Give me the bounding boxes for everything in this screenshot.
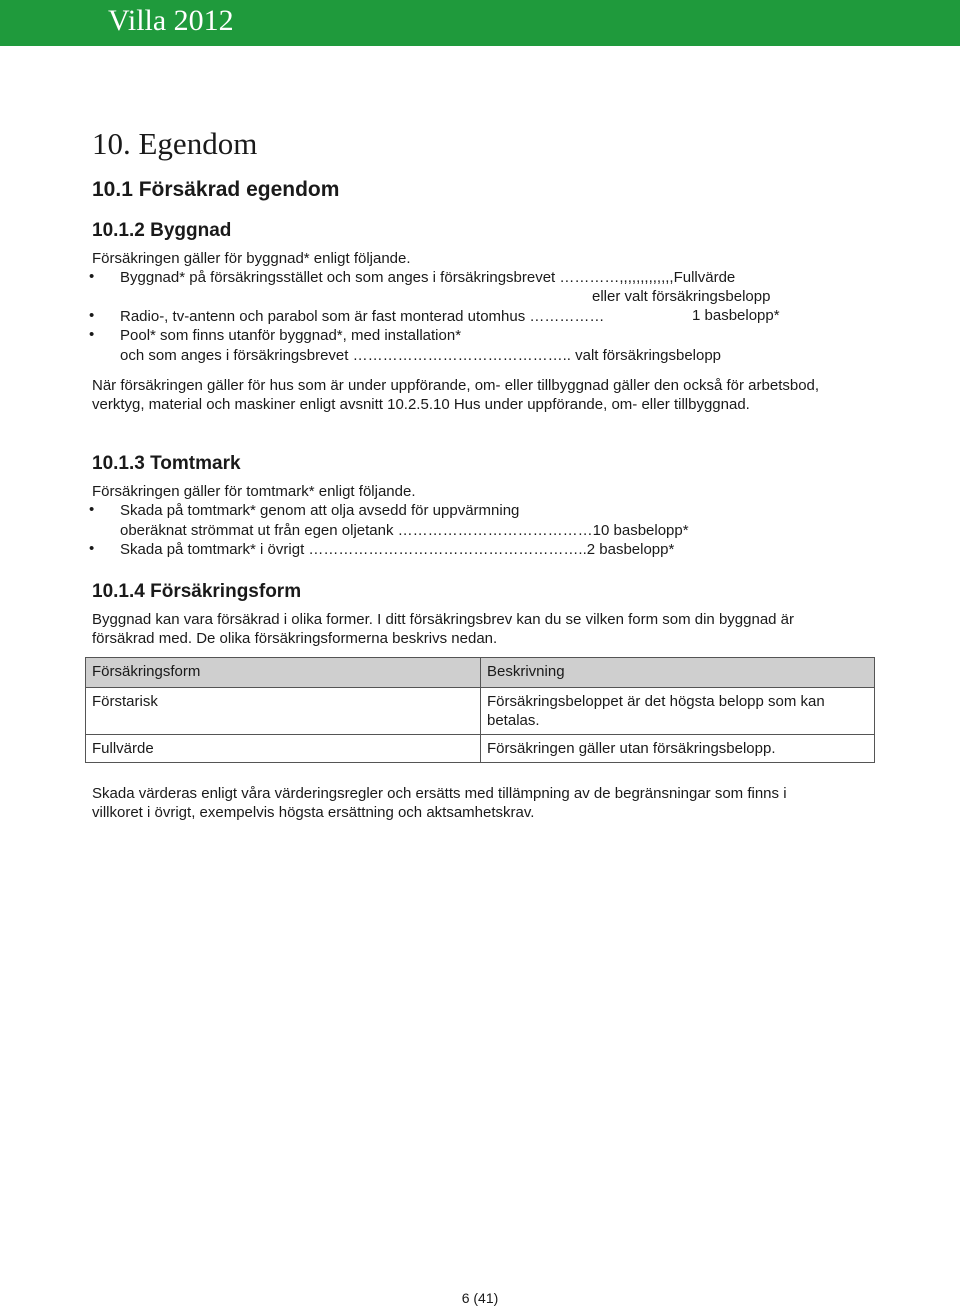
header-banner	[0, 0, 960, 46]
table-cell: Förstarisk	[86, 688, 481, 735]
forsakringsform-intro: Byggnad kan vara försäkrad i olika former. I ditt försäkringsbrev kan du se vilken form som din byggnad är försäkrad med. De olika försäkringsformerna beskrivs nedan.	[92, 611, 795, 647]
table-cell: Försäkringen gäller utan försäkringsbelopp.	[481, 735, 875, 763]
table-cell: Försäkringsbeloppet är det högsta belopp som kan betalas.	[481, 688, 875, 735]
forsakringsform-table	[85, 657, 875, 763]
section-title: 10.1 Försäkrad egendom	[92, 178, 340, 201]
table-row	[86, 735, 875, 763]
tomtmark-bullet-2: Skada på tomtmark* i övrigt ………………………………………………..2 basbelopp*	[120, 541, 675, 558]
bullet-icon: •	[89, 540, 95, 557]
table-row	[86, 688, 875, 735]
byggnad-heading: 10.1.2 Byggnad	[92, 220, 232, 241]
byggnad-bullet-3: Pool* som finns utanför byggnad*, med installation*	[120, 327, 462, 344]
tomtmark-bullet-1-cont: oberäknat strömmat ut från egen oljetank …………………………………10 basbelopp*	[120, 522, 689, 539]
table-cell: Fullvärde	[86, 735, 481, 763]
tomtmark-heading: 10.1.3 Tomtmark	[92, 453, 241, 474]
table-header: Försäkringsform	[86, 658, 481, 688]
bullet-icon: •	[89, 268, 95, 285]
tomtmark-bullet-1: Skada på tomtmark* genom att olja avsedd för uppvärmning	[120, 502, 520, 519]
byggnad-bullet-2-value: 1 basbelopp*	[692, 307, 780, 324]
document-title: Villa 2012	[108, 4, 234, 37]
tomtmark-intro: Försäkringen gäller för tomtmark* enligt följande.	[92, 483, 416, 500]
byggnad-bullet-1: Byggnad* på försäkringsstället och som anges i försäkringsbrevet …………,,,,,,,,,,,,,Fullvärde	[120, 269, 736, 286]
bullet-icon: •	[89, 326, 95, 343]
byggnad-paragraph: När försäkringen gäller för hus som är under uppförande, om- eller tillbyggnad gäller den också för arbetsbod, verktyg, material och maskiner enligt avsnitt 10.2.5.10 Hus under uppförande, om- eller tillbyggnad.	[92, 377, 820, 413]
bullet-icon: •	[89, 501, 95, 518]
bullet-icon: •	[89, 307, 95, 324]
chapter-title: 10. Egendom	[92, 126, 258, 161]
byggnad-intro: Försäkringen gäller för byggnad* enligt följande.	[92, 250, 411, 267]
byggnad-bullet-3-cont: och som anges i försäkringsbrevet …………………………………….. valt försäkringsbelopp	[120, 347, 722, 364]
byggnad-bullet-1-cont: eller valt försäkringsbelopp	[592, 288, 771, 305]
forsakringsform-heading: 10.1.4 Försäkringsform	[92, 581, 302, 602]
page-number: 6 (41)	[461, 1290, 499, 1306]
table-header: Beskrivning	[481, 658, 875, 688]
byggnad-bullet-2: Radio-, tv-antenn och parabol som är fast monterad utomhus ……………	[120, 308, 605, 325]
table-header-row	[86, 658, 875, 688]
closing-paragraph: Skada värderas enligt våra värderingsregler och ersätts med tillämpning av de begränsningar som finns i villkoret i övrigt, exempelvis högsta ersättning och aktsamhetskrav.	[92, 785, 787, 821]
